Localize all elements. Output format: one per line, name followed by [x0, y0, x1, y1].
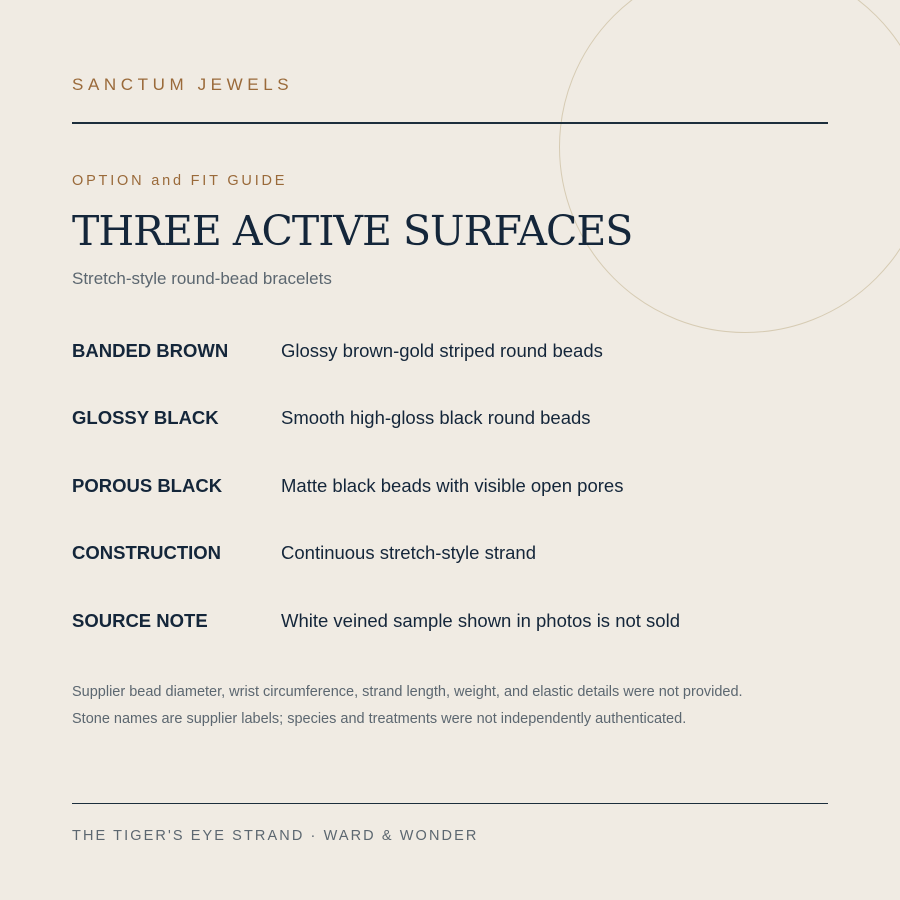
- spec-value: White veined sample shown in photos is not sold: [281, 610, 680, 631]
- page-title: THREE ACTIVE SURFACES: [72, 207, 633, 255]
- spec-row-banded-brown: [72, 340, 828, 364]
- spec-label: GLOSSY BLACK: [72, 407, 219, 428]
- spec-row-porous-black: [72, 475, 828, 499]
- spec-value: Continuous stretch-style strand: [281, 542, 537, 563]
- spec-label: SOURCE NOTE: [72, 610, 208, 631]
- authenticity-note: Stone names are supplier labels; species and treatments were not independently authenticated.: [72, 711, 687, 727]
- supplier-note: Supplier bead diameter, wrist circumference, strand length, weight, and elastic details were not provided.: [72, 684, 743, 700]
- brand-name: SANCTUM JEWELS: [72, 75, 294, 94]
- footer-credit: THE TIGER'S EYE STRAND · WARD & WONDER: [72, 828, 479, 844]
- spec-value: Smooth high-gloss black round beads: [281, 407, 591, 428]
- page-subtitle: Stretch-style round-bead bracelets: [72, 269, 332, 288]
- spec-label: CONSTRUCTION: [72, 542, 222, 563]
- spec-label: POROUS BLACK: [72, 475, 223, 496]
- section-eyebrow: OPTION and FIT GUIDE: [72, 173, 288, 189]
- footer-divider: [72, 803, 828, 804]
- spec-label: BANDED BROWN: [72, 340, 229, 361]
- spec-value: Glossy brown-gold striped round beads: [281, 340, 603, 361]
- spec-value: Matte black beads with visible open pores: [281, 475, 624, 496]
- spec-row-construction: [72, 542, 828, 566]
- header-divider: [72, 122, 828, 124]
- spec-row-source-note: [72, 610, 828, 634]
- decorative-circle: [559, 0, 900, 333]
- spec-row-glossy-black: [72, 407, 828, 431]
